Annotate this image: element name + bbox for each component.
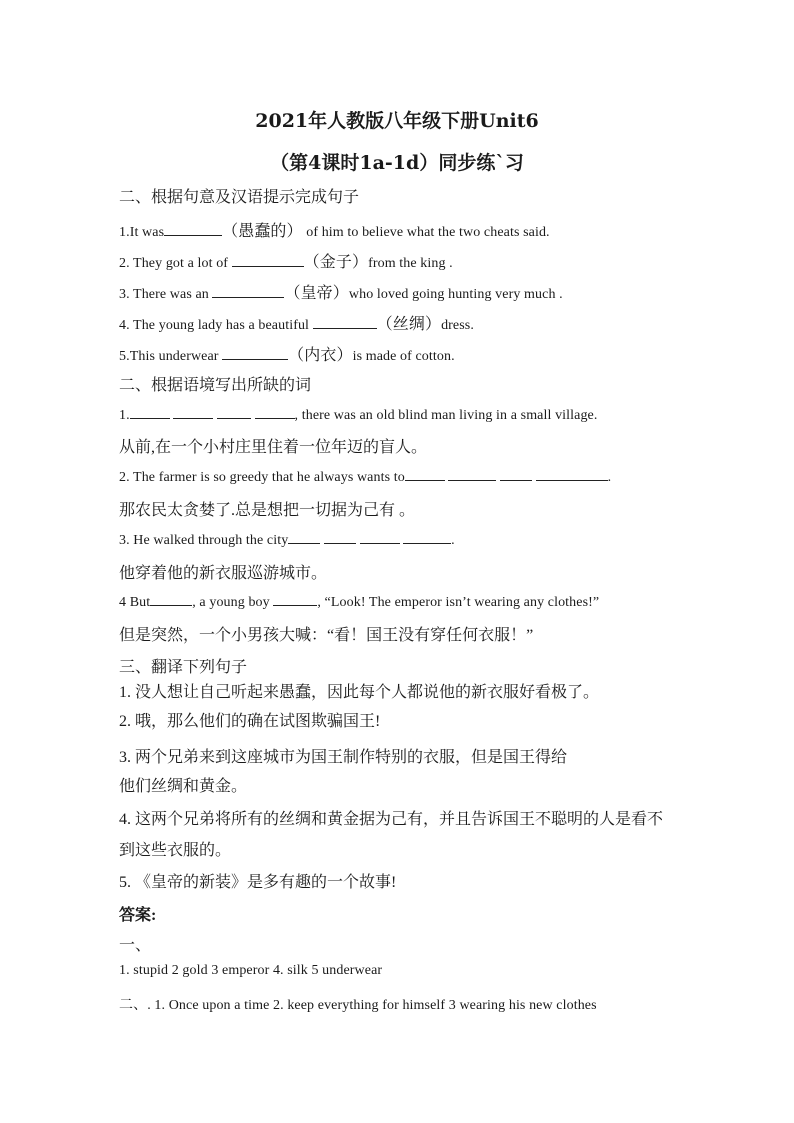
section-heading: 三、翻译下列句子 [119, 659, 248, 676]
question-text: 4. The young lady has a beautiful [119, 318, 313, 333]
answer-blank[interactable] [405, 467, 445, 481]
fill-in-question [119, 218, 550, 241]
answer-blank[interactable] [324, 530, 356, 544]
page-title: 2021年人教版八年级下册Unit6 [255, 110, 539, 132]
question-text: , “Look! The emperor isn’t wearing any clothes!” [317, 595, 600, 610]
translation-item: 5. 《皇帝的新装》是多有趣的一个故事! [119, 874, 397, 891]
answers-label: 答案: [119, 907, 157, 924]
question-text: 5.This underwear [119, 349, 223, 364]
chinese-translation: 但是突然，一个小男孩大喊：“看！国王没有穿任何衣服！” [119, 627, 534, 644]
fill-in-question [119, 342, 455, 365]
page-subtitle: （第4课时1a-1d）同步练`习 [270, 152, 524, 174]
question-text: from the king . [368, 256, 453, 271]
question-text: 1.It was [119, 225, 165, 240]
chinese-hint: （愚蠢的） [222, 223, 303, 240]
answer-blank[interactable] [164, 222, 222, 236]
chinese-hint: （丝绸） [376, 316, 442, 333]
answer-blank[interactable] [222, 346, 288, 360]
fill-in-question [119, 249, 453, 272]
question-text: 2. They got a lot of [119, 256, 232, 271]
answer-blank[interactable] [288, 530, 320, 544]
answers-part2: 二、. 1. Once upon a time 2. keep everything for himself 3 wearing his new clothes [119, 998, 597, 1013]
translation-item: 4. 这两个兄弟将所有的丝绸和黄金据为己有，并且告诉国王不聪明的人是看不 [119, 811, 664, 828]
context-question [119, 405, 597, 424]
answer-blank[interactable] [130, 405, 170, 419]
question-text: of him to believe what the two cheats said. [302, 225, 550, 240]
answer-blank[interactable] [212, 284, 284, 298]
section-heading: 二、根据句意及汉语提示完成句子 [119, 189, 360, 206]
chinese-translation: 他穿着他的新衣服巡游城市。 [119, 565, 328, 582]
translation-item: 2. 哦，那么他们的确在试图欺骗国王! [119, 713, 381, 730]
chinese-hint: （内衣） [288, 347, 353, 364]
question-text: 1. [119, 408, 130, 423]
answer-blank[interactable] [536, 467, 608, 481]
translation-item: 1. 没人想让自己听起来愚蠢，因此每个人都说他的新衣服好看极了。 [119, 684, 600, 701]
translation-item: 他们丝绸和黄金。 [119, 778, 248, 795]
answer-blank[interactable] [255, 405, 295, 419]
question-text: 3. There was an [119, 287, 213, 302]
chinese-translation: 那农民太贪婪了.总是想把一切据为己有 。 [119, 502, 416, 519]
context-question [119, 530, 455, 549]
answers-part1: 1. stupid 2 gold 3 emperor 4. silk 5 underwear [119, 963, 383, 978]
section-heading: 二、根据语境写出所缺的词 [119, 377, 312, 394]
question-text: who loved going hunting very much . [348, 287, 563, 302]
context-question [119, 592, 599, 611]
fill-in-question [119, 311, 474, 334]
question-text: , there was an old blind man living in a small village. [294, 408, 598, 423]
translation-item: 到这些衣服的。 [119, 842, 232, 859]
question-text: 2. The farmer is so greedy that he always wants to [119, 470, 405, 485]
context-question [119, 467, 611, 486]
answer-blank[interactable] [273, 592, 317, 606]
chinese-translation: 从前,在一个小村庄里住着一位年迈的盲人。 [119, 439, 428, 456]
fill-in-question [119, 280, 563, 303]
answers-part-label: 一、 [119, 937, 152, 954]
answer-blank[interactable] [403, 530, 451, 544]
question-text: 4 But [119, 595, 151, 610]
answer-blank[interactable] [173, 405, 213, 419]
answer-blank[interactable] [500, 467, 532, 481]
question-text: dress. [441, 318, 474, 333]
chinese-hint: （皇帝） [284, 285, 349, 302]
answer-blank[interactable] [232, 253, 304, 267]
question-text: . [607, 470, 612, 485]
answer-blank[interactable] [313, 315, 377, 329]
question-text: 3. He walked through the city [119, 533, 289, 548]
chinese-hint: （金子） [303, 254, 369, 271]
translation-item: 3. 两个兄弟来到这座城市为国王制作特别的衣服，但是国王得给 [119, 749, 568, 766]
answer-blank[interactable] [217, 405, 251, 419]
answer-blank[interactable] [448, 467, 496, 481]
question-text: , a young boy [192, 595, 274, 610]
answer-blank[interactable] [150, 592, 192, 606]
question-text: is made of cotton. [352, 349, 455, 364]
answer-blank[interactable] [360, 530, 400, 544]
question-text: . [451, 533, 455, 548]
